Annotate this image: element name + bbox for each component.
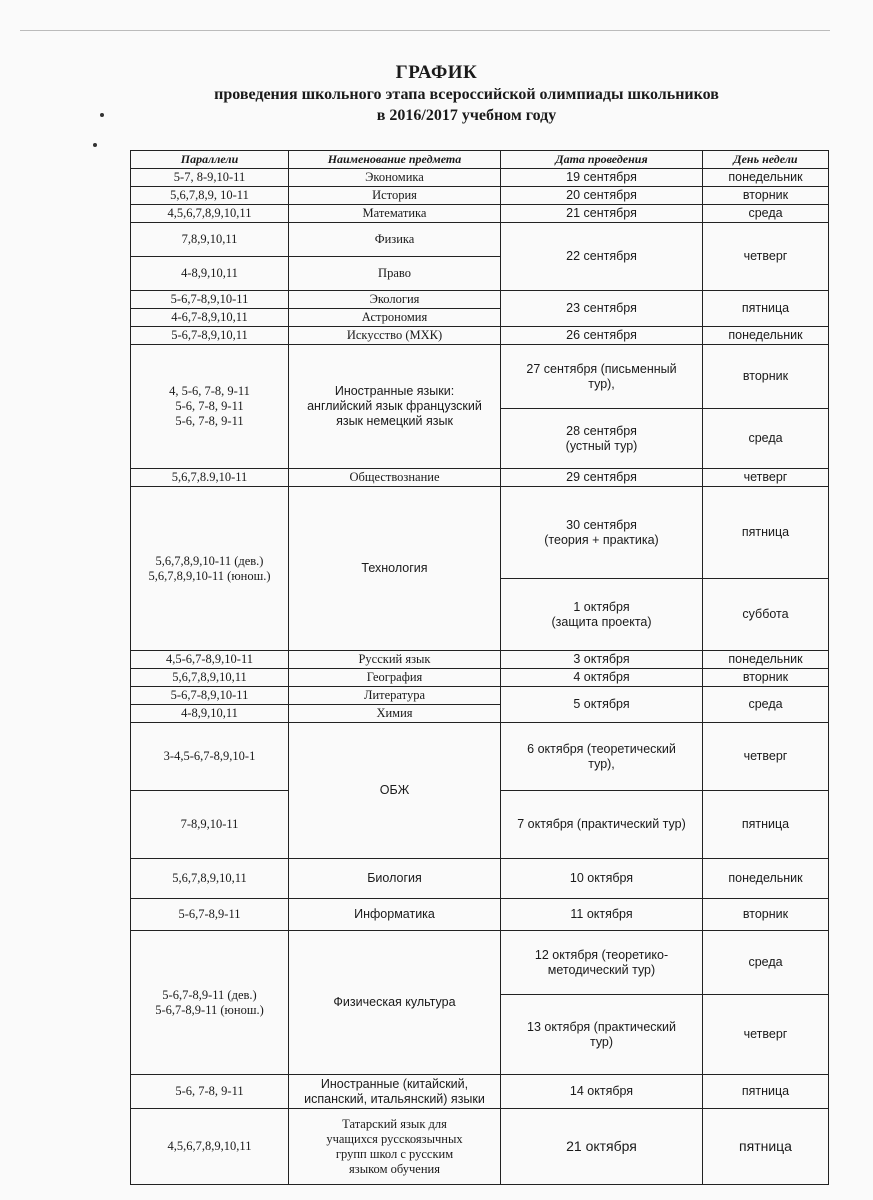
grades-line: 4, 5-6, 7-8, 9-11 [169,384,250,398]
subject-line: языком обучения [349,1161,440,1176]
table-row [131,205,829,223]
subject-cell: Астрономия [289,309,501,327]
day-cell: суббота [703,579,829,651]
date-cell: 21 сентября [501,205,703,223]
day-cell: вторник [703,899,829,931]
day-cell: вторник [703,669,829,687]
grades-line: 5,6,7,8,9,10-11 (дев.) [155,553,264,568]
day-cell: понедельник [703,169,829,187]
date-cell: 4 октября [501,669,703,687]
subject-cell [289,345,501,469]
date-cell [501,345,703,409]
table-row [131,859,829,899]
subject-cell: Искусство (МХК) [289,327,501,345]
grades-cell: 5-6, 7-8, 9-11 [131,1075,289,1109]
grades-cell: 4-8,9,10,11 [131,257,289,291]
table-row [131,223,829,257]
day-cell: вторник [703,187,829,205]
table-row [131,327,829,345]
date-line: 12 октября (теоретико- [534,947,669,962]
table-row [131,169,829,187]
day-cell: вторник [703,345,829,409]
grades-cell: 5,6,7,8,9,10,11 [131,859,289,899]
date-cell: 29 сентября [501,469,703,487]
date-cell: 5 октября [501,687,703,723]
day-cell: среда [703,931,829,995]
day-cell: понедельник [703,859,829,899]
table-row [131,1109,829,1185]
date-line: (защита проекта) [551,614,652,629]
date-line: тур) [589,1034,614,1049]
subject-cell: Экология [289,291,501,309]
date-line: тур), [588,376,615,391]
grades-cell: 7,8,9,10,11 [131,223,289,257]
day-cell: пятница [703,1075,829,1109]
subject-cell: Технология [289,487,501,651]
date-line: (теория + практика) [544,532,659,547]
date-line: 6 октября (теоретический [527,741,676,756]
grades-cell [131,345,289,469]
grades-cell: 5-6,7-8,9-11 [131,899,289,931]
day-cell: среда [703,205,829,223]
date-line: методический тур) [547,962,656,977]
grades-cell: 5-6,7-8,9,10-11 [131,687,289,705]
date-cell: 3 октября [501,651,703,669]
grades-line: 5-6,7-8,9-11 (дев.) [162,987,257,1002]
subject-cell: Информатика [289,899,501,931]
table-header-row [131,151,829,169]
date-line: тур), [588,756,615,771]
subject-cell: География [289,669,501,687]
subject-cell: История [289,187,501,205]
grades-cell: 5-6,7-8,9,10,11 [131,327,289,345]
date-cell [501,931,703,995]
day-cell: пятница [703,487,829,579]
date-cell: 19 сентября [501,169,703,187]
day-cell: среда [703,687,829,723]
subject-cell: Экономика [289,169,501,187]
subject-cell: Русский язык [289,651,501,669]
grades-cell: 5,6,7,8.9,10-11 [131,469,289,487]
grades-line: 5-6, 7-8, 9-11 [175,399,244,413]
table-row [131,1075,829,1109]
document-title: ГРАФИК [395,62,478,83]
grades-cell [131,487,289,651]
grades-cell: 4,5-6,7-8,9,10-11 [131,651,289,669]
date-cell [501,723,703,791]
column-header-date: Дата проведения [501,151,703,169]
table-row [131,723,829,791]
subject-line: Татарский язык для [342,1116,447,1131]
date-cell: 11 октября [501,899,703,931]
subject-line: учащихся русскоязычных [326,1131,463,1146]
grades-cell [131,931,289,1075]
grades-cell: 5,6,7,8,9, 10-11 [131,187,289,205]
subject-cell: Биология [289,859,501,899]
table-row [131,931,829,995]
date-cell: 10 октября [501,859,703,899]
day-cell: четверг [703,723,829,791]
table-row [131,291,829,309]
subject-line: испанский, итальянский) языки [304,1091,485,1106]
date-cell: 7 октября (практический тур) [501,791,703,859]
grades-cell: 4,5,6,7,8,9,10,11 [131,205,289,223]
date-line: 27 сентября (письменный [526,361,677,376]
scan-speck [93,143,97,147]
subject-cell: Право [289,257,501,291]
grades-line: 5-6, 7-8, 9-11 [175,414,244,428]
day-cell: среда [703,409,829,469]
date-cell: 26 сентября [501,327,703,345]
date-cell: 20 сентября [501,187,703,205]
date-cell [501,579,703,651]
grades-cell: 4,5,6,7,8,9,10,11 [131,1109,289,1185]
subject-line: Иностранные языки: [334,384,455,398]
table-row [131,899,829,931]
date-line: 1 октября [573,599,630,614]
subject-cell: Химия [289,705,501,723]
day-cell: понедельник [703,327,829,345]
date-line: 28 сентября [566,423,637,438]
day-cell: понедельник [703,651,829,669]
date-line: (устный тур) [565,438,638,453]
subject-line: английский язык французский [307,399,482,413]
table-row [131,487,829,579]
date-cell: 21 октября [501,1109,703,1185]
table-row [131,651,829,669]
document-header [0,62,873,126]
grades-cell: 5-6,7-8,9,10-11 [131,291,289,309]
date-cell: 22 сентября [501,223,703,291]
date-line: 13 октября (практический [527,1019,676,1034]
day-cell: пятница [703,791,829,859]
subject-cell: Литература [289,687,501,705]
date-cell [501,487,703,579]
table-row [131,669,829,687]
subject-cell: Физика [289,223,501,257]
grades-cell: 5,6,7,8,9,10,11 [131,669,289,687]
day-cell: четверг [703,469,829,487]
column-header-day: День недели [703,151,829,169]
subject-line: групп школ с русским [335,1146,454,1161]
table-row [131,687,829,705]
olympiad-schedule-table [130,150,829,1185]
document-subtitle-line2: в 2016/2017 учебном году [376,107,557,124]
subject-line: язык немецкий язык [336,414,453,428]
date-cell: 23 сентября [501,291,703,327]
subject-line: Иностранные (китайский, [320,1076,469,1091]
table-row [131,345,829,409]
grades-cell: 5-7, 8-9,10-11 [131,169,289,187]
date-cell: 14 октября [501,1075,703,1109]
date-line: 30 сентября [566,517,637,532]
grades-cell: 4-8,9,10,11 [131,705,289,723]
date-cell [501,409,703,469]
date-cell [501,995,703,1075]
subject-cell [289,1075,501,1109]
day-cell: пятница [703,1109,829,1185]
column-header-subject: Наименование предмета [289,151,501,169]
day-cell: пятница [703,291,829,327]
subject-cell: Физическая культура [289,931,501,1075]
grades-cell: 7-8,9,10-11 [131,791,289,859]
grades-line: 5,6,7,8,9,10-11 (юнош.) [148,568,271,583]
column-header-grades: Параллели [131,151,289,169]
table-row [131,187,829,205]
subject-cell: ОБЖ [289,723,501,859]
document-subtitle-line1: проведения школьного этапа всероссийской олимпиады школьников [214,86,719,103]
scan-top-line [20,30,830,31]
subject-cell: Математика [289,205,501,223]
subject-cell [289,1109,501,1185]
day-cell: четверг [703,995,829,1075]
table-row [131,469,829,487]
grades-line: 5-6,7-8,9-11 (юнош.) [155,1002,264,1017]
day-cell: четверг [703,223,829,291]
grades-cell: 3-4,5-6,7-8,9,10-1 [131,723,289,791]
grades-cell: 4-6,7-8,9,10,11 [131,309,289,327]
subject-cell: Обществознание [289,469,501,487]
